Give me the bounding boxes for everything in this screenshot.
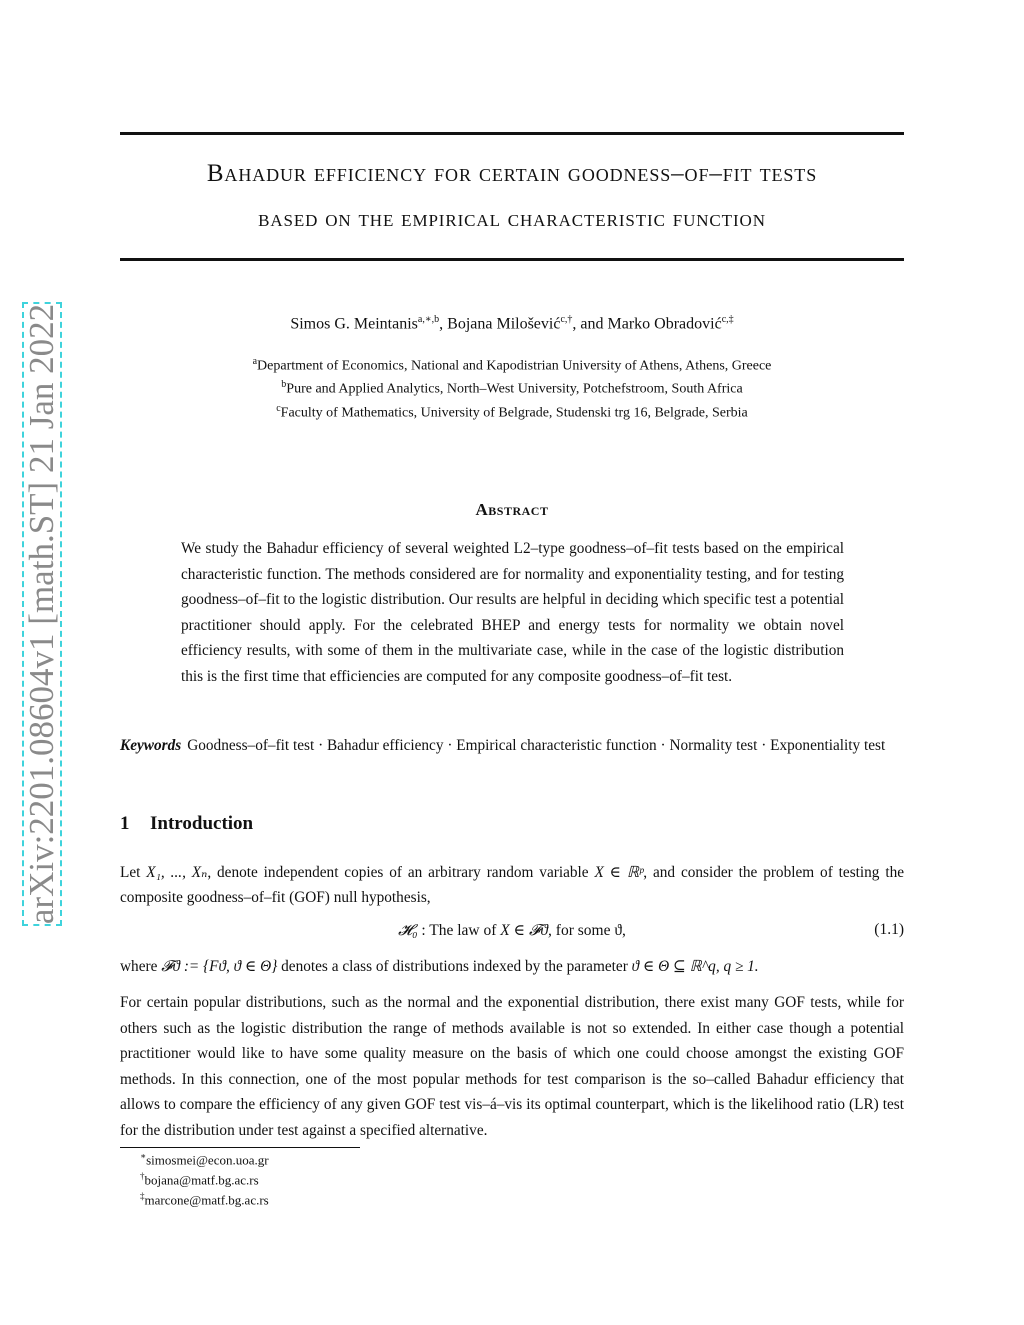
- intro-paragraph-3: For certain popular distributions, such as the normal and the exponential distribution, there exist many GOF tests, while for others such as the logistic distribution the range of methods available is not so extended. In either case though a potential practitioner would like to have some quality measure on the basis of which one could choose amongst the existing GOF methods. In this connection, one of the most popular methods for test comparison is the so–called Bahadur efficiency that allows to compare the efficiency of any given GOF test vis–á–vis its optimal counterpart, which is the likelihood ratio (LR) test for the distribution under test against a specified alternative.: [120, 994, 904, 1139]
- affiliation-mark: b: [281, 379, 287, 390]
- footnote-mark: †: [140, 1171, 145, 1181]
- author-list: [120, 314, 904, 333]
- keywords-block: [120, 733, 904, 758]
- text-run: , and consider the problem of testing the composite goodness–of–fit (GOF) null hypothesis,: [120, 864, 905, 906]
- equation-number: (1.1): [874, 921, 904, 938]
- footnote-3: [140, 1191, 269, 1208]
- footnote-email: simosmei@econ.uoa.gr: [146, 1152, 269, 1168]
- intro-paragraph-2: [120, 957, 904, 976]
- text-run: for some ϑ,: [551, 922, 626, 939]
- footnote-1: [140, 1151, 269, 1168]
- abstract-heading: Abstract: [475, 500, 549, 519]
- keywords-label: Keywords: [120, 737, 182, 754]
- text-run: denotes a class of distributions indexed by the parameter: [277, 958, 632, 975]
- author-affil-marks: c,†: [560, 314, 573, 325]
- author-name: Simos G. Meintanis: [290, 315, 418, 333]
- title-bottom-rule: [120, 258, 904, 261]
- affiliation-text: Faculty of Mathematics, University of Belgrade, Studenski trg 16, Belgrade, Serbia: [280, 405, 748, 421]
- paper-title-line-2: based on the empirical characteristic function: [258, 206, 766, 232]
- section-heading: [120, 813, 253, 835]
- section-number: 1: [120, 813, 130, 834]
- intro-paragraph-1: [120, 860, 904, 910]
- math-inline: X ∈ 𝓕ϑ,: [500, 922, 552, 939]
- abstract-body: We study the Bahadur efficiency of several weighted L2–type goodness–of–fit tests based on the empirical characteristic function. The methods considered are for normality and exponentiality testing, and for testing goodness–of–fit to the logistic distribution. Our results are helpful in deciding which specific test a potential practitioner should apply. For the celebrated BHEP and energy tests for normality we obtain novel efficiency results, with some of them in the multivariate case, while in the case of the logistic distribution this is the first time that efficiencies are computed for any composite goodness–of–fit test.: [181, 540, 844, 685]
- arxiv-sidebar: [22, 302, 62, 926]
- affiliation-c: [120, 403, 904, 422]
- title-top-rule: [120, 132, 904, 135]
- text-run: : The law of: [417, 922, 501, 939]
- affiliation-text: Department of Economics, National and Kapodistrian University of Athens, Athens, Greece: [257, 358, 772, 374]
- footnote-mark: ‡: [140, 1191, 145, 1201]
- arxiv-identifier: arXiv:2201.08604v1 [math.ST] 21 Jan 2022: [22, 303, 61, 925]
- keywords-text: Goodness–of–fit test · Bahadur efficiency · Empirical characteristic function · Normality test · Exponentiality test: [187, 737, 886, 754]
- footnote-2: [140, 1171, 259, 1188]
- math-inline: 𝓕ϑ := {Fϑ, ϑ ∈ Θ}: [161, 958, 278, 975]
- math-inline: X ∈ ℝᵖ: [594, 864, 644, 881]
- author-name: , Bojana Milošević: [439, 315, 561, 333]
- affiliation-a: [120, 356, 904, 375]
- footnote-mark: ∗: [140, 1151, 147, 1161]
- author-affil-marks: c,‡: [721, 314, 734, 325]
- footnote-email: bojana@matf.bg.ac.rs: [144, 1172, 259, 1188]
- math-inline: ϑ ∈ Θ ⊆ ℝ^q, q ≥ 1.: [631, 958, 759, 975]
- text-run: , denote independent copies of an arbitrary random variable: [207, 864, 595, 881]
- author-name: , and Marko Obradović: [572, 315, 722, 333]
- affiliation-b: [120, 379, 904, 398]
- author-affil-marks: a,∗,b: [417, 314, 440, 325]
- affiliation-text: Pure and Applied Analytics, North–West University, Potchefstroom, South Africa: [286, 381, 743, 397]
- text-run: Let: [120, 864, 147, 881]
- math-inline: X₁, ..., Xₙ: [146, 864, 208, 881]
- footnote-rule: [120, 1147, 360, 1148]
- affiliation-mark: c: [276, 403, 281, 414]
- equation-body: [120, 921, 904, 940]
- text-run: where: [120, 958, 162, 975]
- math-inline: 𝓗₀: [398, 922, 418, 939]
- footnote-email: marcone@matf.bg.ac.rs: [144, 1192, 269, 1208]
- affiliation-mark: a: [252, 356, 258, 367]
- section-title: Introduction: [150, 813, 254, 834]
- paper-title-line-1: Bahadur efficiency for certain goodness–of–fit tests: [206, 160, 818, 187]
